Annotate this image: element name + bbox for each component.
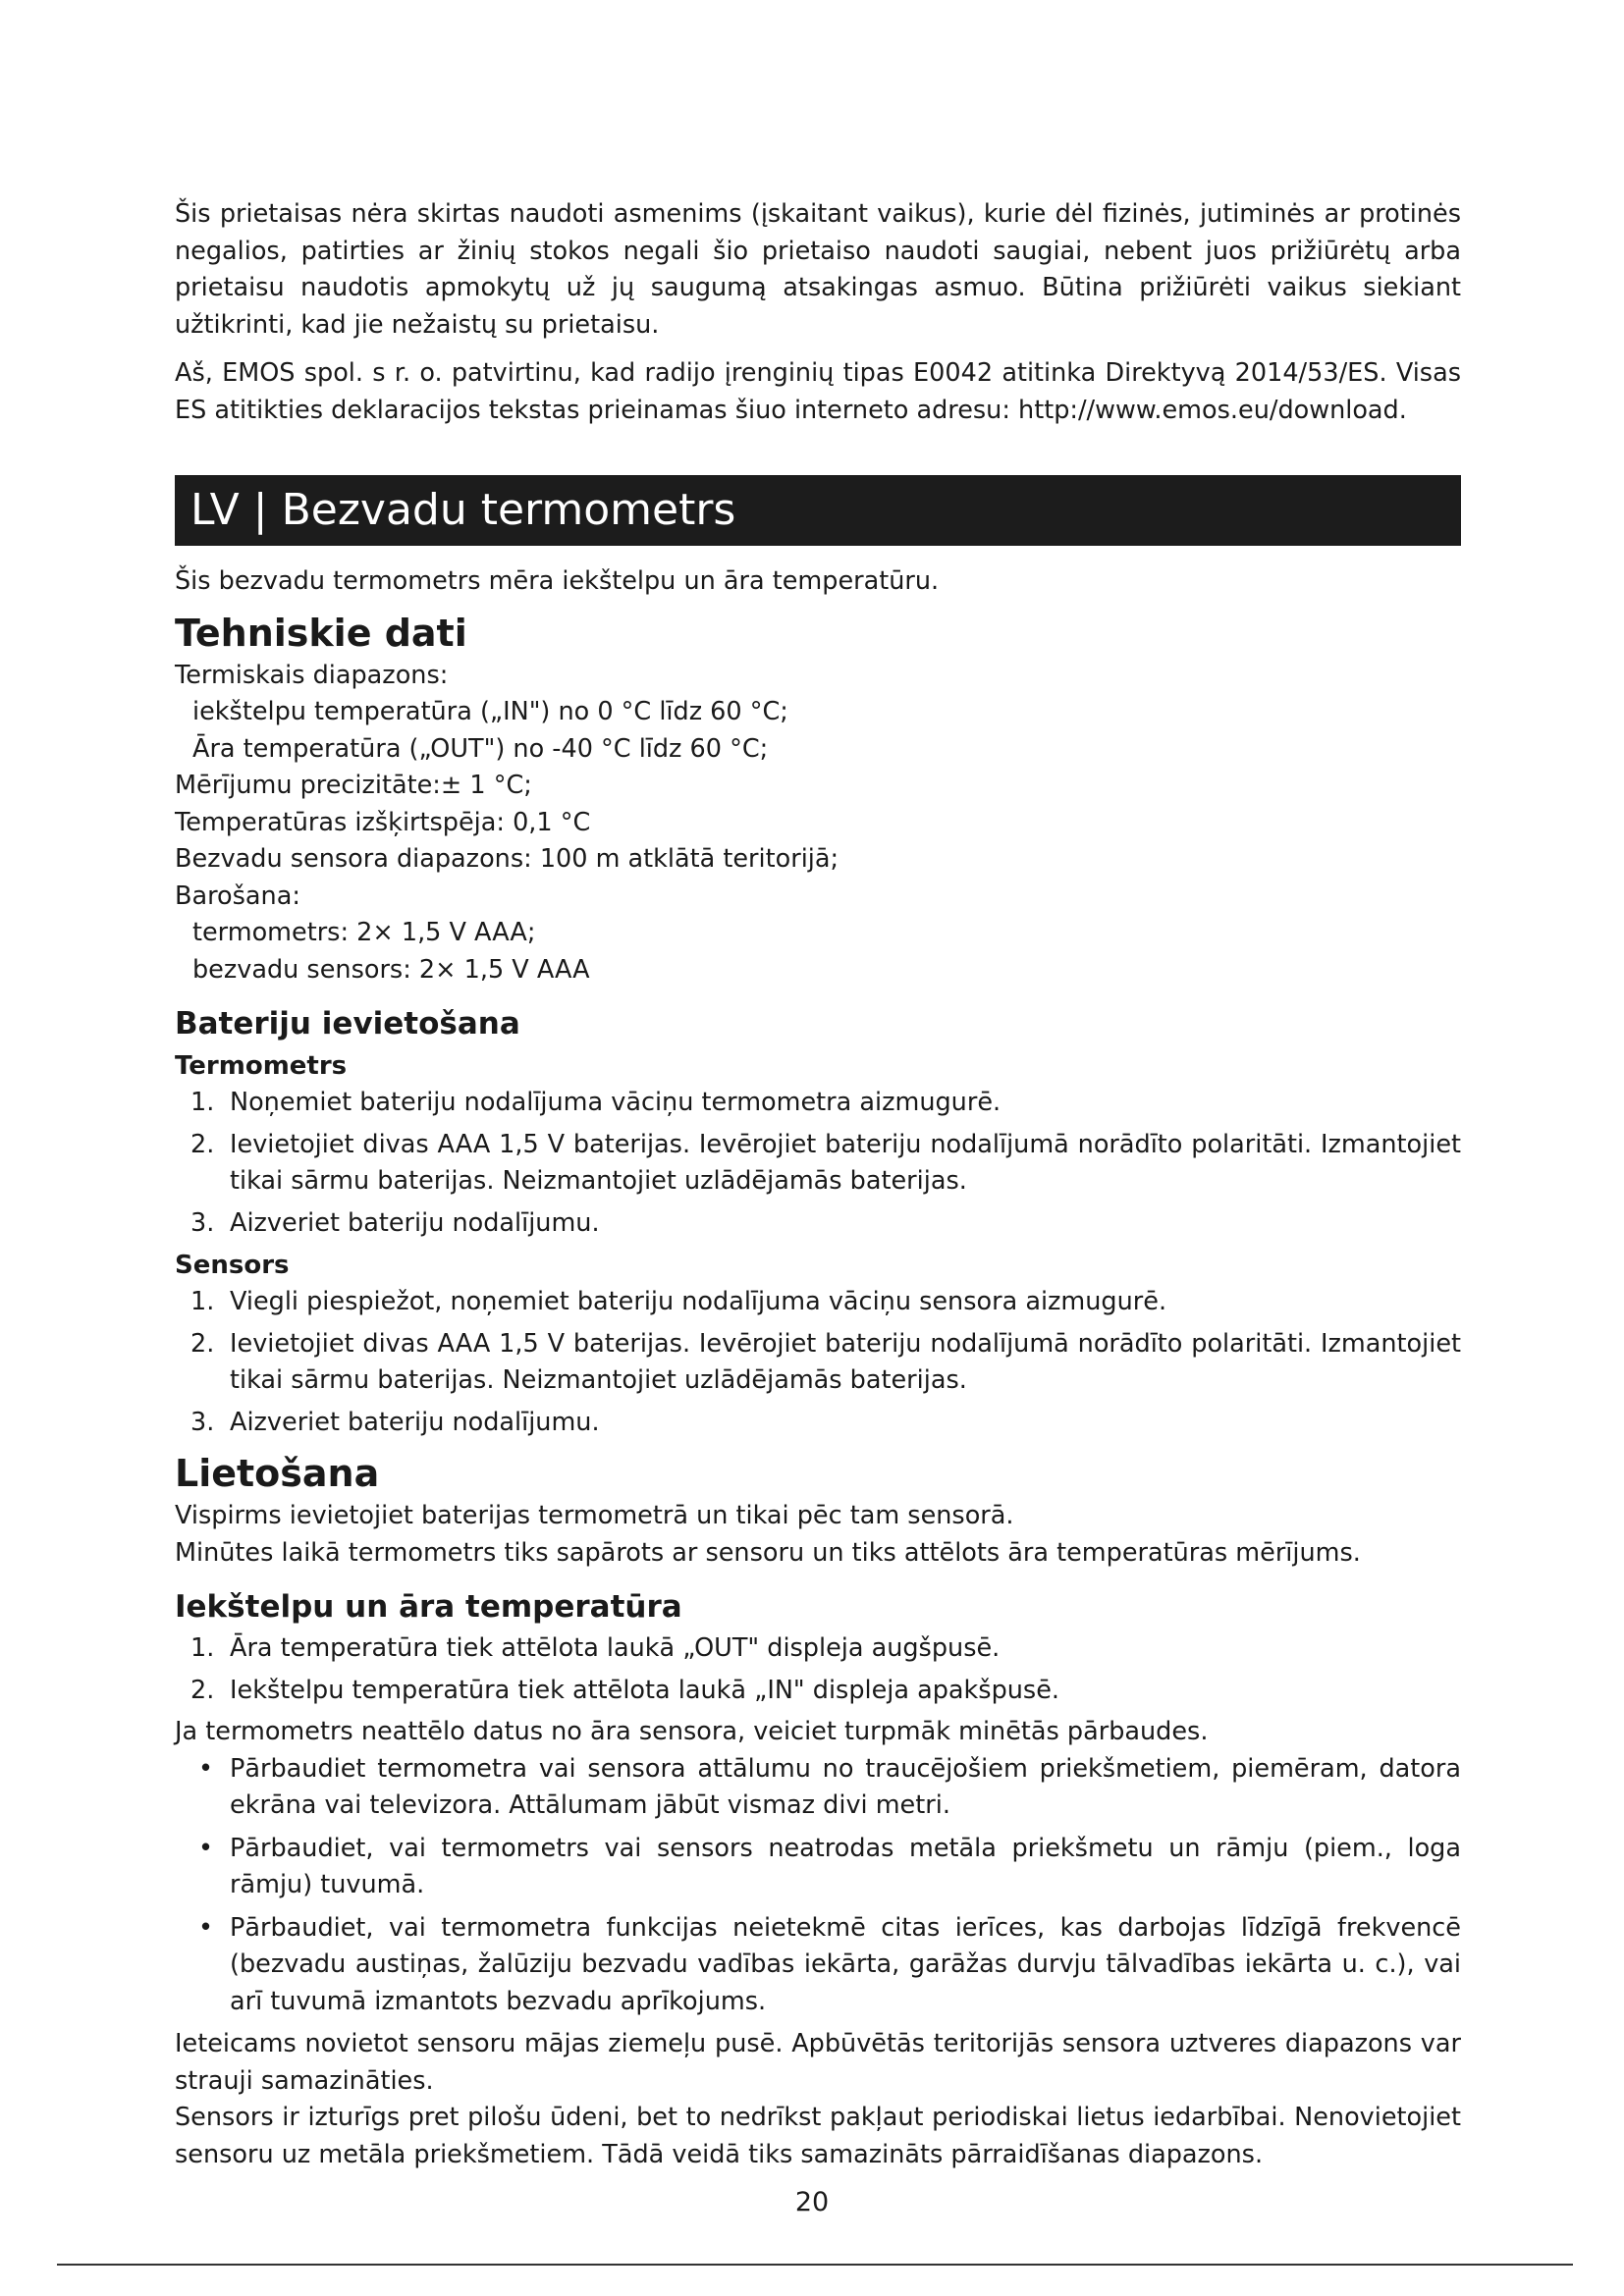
list-item	[175, 1630, 1461, 1668]
step-number: 1.	[190, 1287, 215, 1316]
thermometer-steps	[175, 1085, 1461, 1242]
step-text: Viegli piespiežot, noņemiet bateriju nodalījuma vāciņu sensora aizmugurē.	[230, 1287, 1167, 1316]
step-number: 1.	[190, 1088, 215, 1117]
usage-heading: Lietošana	[175, 1452, 380, 1495]
temperature-subheading: Iekštelpu un āra temperatūra	[175, 1589, 682, 1625]
range-label: Termiskais diapazons:	[175, 660, 449, 690]
list-item	[175, 1405, 1461, 1442]
section-banner: LV | Bezvadu termometrs	[175, 475, 1461, 546]
step-number: 1.	[190, 1633, 215, 1663]
step-text: Noņemiet bateriju nodalījuma vāciņu termometra aizmugurē.	[230, 1088, 1001, 1117]
resolution: Temperatūras izšķirtspēja: 0,1 °C	[175, 807, 591, 837]
step-text: Aizveriet bateriju nodalījumu.	[230, 1407, 600, 1437]
step-number: 3.	[190, 1207, 215, 1238]
water-note: Sensors ir izturīgs pret pilošu ūdeni, bet to nedrīkst pakļaut periodiskai lietus iedarbībai. Nenovietojiet sensoru uz metāla priekšmetiem. Tādā veidā tiks samazināts pārraidīšanas diapazons.	[175, 2103, 1461, 2169]
step-text: Iekštelpu temperatūra tiek attēlota laukā „IN" displeja apakšpusē.	[230, 1675, 1060, 1705]
list-item	[175, 1910, 1461, 2021]
list-item	[175, 1127, 1461, 1201]
list-item	[175, 1751, 1461, 1825]
usage-line-1: Vispirms ievietojiet baterijas termometrā un tikai pēc tam sensorā.	[175, 1501, 1014, 1530]
battery-heading: Bateriju ievietošana	[175, 1006, 520, 1041]
section-lead: Šis bezvadu termometrs mēra iekštelpu un āra temperatūru.	[175, 566, 940, 596]
step-number: 2.	[190, 1129, 215, 1159]
power-sensor: bezvadu sensors: 2× 1,5 V AAA	[192, 954, 590, 985]
list-item	[175, 1284, 1461, 1321]
page-number: 20	[794, 2187, 830, 2217]
intro-section	[175, 196, 1461, 429]
temperature-steps	[175, 1630, 1461, 1709]
step-number: 2.	[190, 1328, 215, 1359]
sensor-steps	[175, 1284, 1461, 1441]
placement-note: Ieteicams novietot sensoru mājas ziemeļu pusē. Apbūvētās teritorijās sensora uztveres diapazons var strauji samazināties.	[175, 2029, 1461, 2096]
list-item	[175, 1085, 1461, 1122]
list-item	[175, 1831, 1461, 1904]
bullet-icon: •	[198, 1753, 214, 1784]
step-number: 3.	[190, 1407, 215, 1437]
power-label: Barošana:	[175, 881, 300, 911]
step-text: Aizveriet bateriju nodalījumu.	[230, 1207, 600, 1238]
check-text: Pārbaudiet, vai termometrs vai sensors neatrodas metāla priekšmetu un rāmju (piem., loga rāmju) tuvumā.	[230, 1833, 1461, 1899]
sensor-subheading: Sensors	[175, 1251, 290, 1280]
power-thermometer: termometrs: 2× 1,5 V AAA;	[192, 918, 536, 947]
check-list	[175, 1751, 1461, 2021]
wireless-range: Bezvadu sensora diapazons: 100 m atklātā teritorijā;	[175, 844, 839, 874]
list-item	[175, 1326, 1461, 1400]
usage-line-2: Minūtes laikā termometrs tiks sapārots ar sensoru un tiks attēlots āra temperatūras mērījums.	[175, 1537, 1361, 1568]
indoor-range: iekštelpu temperatūra („IN") no 0 °C līdz 60 °C;	[192, 697, 788, 726]
list-item	[175, 1205, 1461, 1243]
thermometer-subheading: Termometrs	[175, 1051, 348, 1081]
list-item	[175, 1673, 1461, 1710]
step-text: Āra temperatūra tiek attēlota laukā „OUT" displeja augšpusē.	[230, 1633, 1001, 1663]
tech-heading: Tehniskie dati	[175, 611, 467, 655]
check-text: Pārbaudiet, vai termometra funkcijas neietekmē citas ierīces, kas darbojas līdzīgā frekvencē (bezvadu austiņas, žalūziju bezvadu vadības iekārta, garāžas durvju tālvadības iekārta u. c.), vai arī tuvumā izmantots bezvadu aprīkojums.	[230, 1912, 1461, 2016]
safety-paragraph: Šis prietaisas nėra skirtas naudoti asmenims (įskaitant vaikus), kurie dėl fizinės, jutiminės ar protinės negalios, patirties ar žinių stokos negali šio prietaiso naudoti saugiai, nebent juos prižiūrėtų arba prietaisu naudotis apmokytų už jų saugumą atsakingas asmuo. Būtina prižiūrėti vaikus siekiant užtikrinti, kad jie nežaistų su prietaisu.	[175, 199, 1461, 340]
step-text: Ievietojiet divas AAA 1,5 V baterijas. Ievērojiet bateriju nodalījumā norādīto polaritāti. Izmantojiet tikai sārmu baterijas. Neizmantojiet uzlādējamās baterijas.	[230, 1328, 1461, 1395]
bullet-icon: •	[198, 1912, 214, 1943]
outdoor-range: Āra temperatūra („OUT") no -40 °C līdz 60 °C;	[192, 733, 769, 764]
step-number: 2.	[190, 1675, 215, 1705]
document-page	[175, 196, 1461, 2173]
check-text: Pārbaudiet termometra vai sensora attālumu no traucējošiem priekšmetiem, piemēram, datora ekrāna vai televizora. Attālumam jābūt vismaz divi metri.	[230, 1753, 1461, 1820]
bullet-icon: •	[198, 1833, 214, 1863]
footer-divider	[57, 2264, 1573, 2266]
declaration-paragraph: Aš, EMOS spol. s r. o. patvirtinu, kad radijo įrenginių tipas E0042 atitinka Direktyvą 2014/53/ES. Visas ES atitikties deklaracijos tekstas prieinamas šiuo interneto adresu: http://www.emos.eu/download.	[175, 358, 1461, 425]
accuracy: Mērījumu precizitāte:± 1 °C;	[175, 771, 532, 800]
step-text: Ievietojiet divas AAA 1,5 V baterijas. Ievērojiet bateriju nodalījumā norādīto polaritāti. Izmantojiet tikai sārmu baterijas. Neizmantojiet uzlādējamās baterijas.	[230, 1129, 1461, 1196]
check-intro: Ja termometrs neattēlo datus no āra sensora, veiciet turpmāk minētās pārbaudes.	[175, 1717, 1209, 1746]
